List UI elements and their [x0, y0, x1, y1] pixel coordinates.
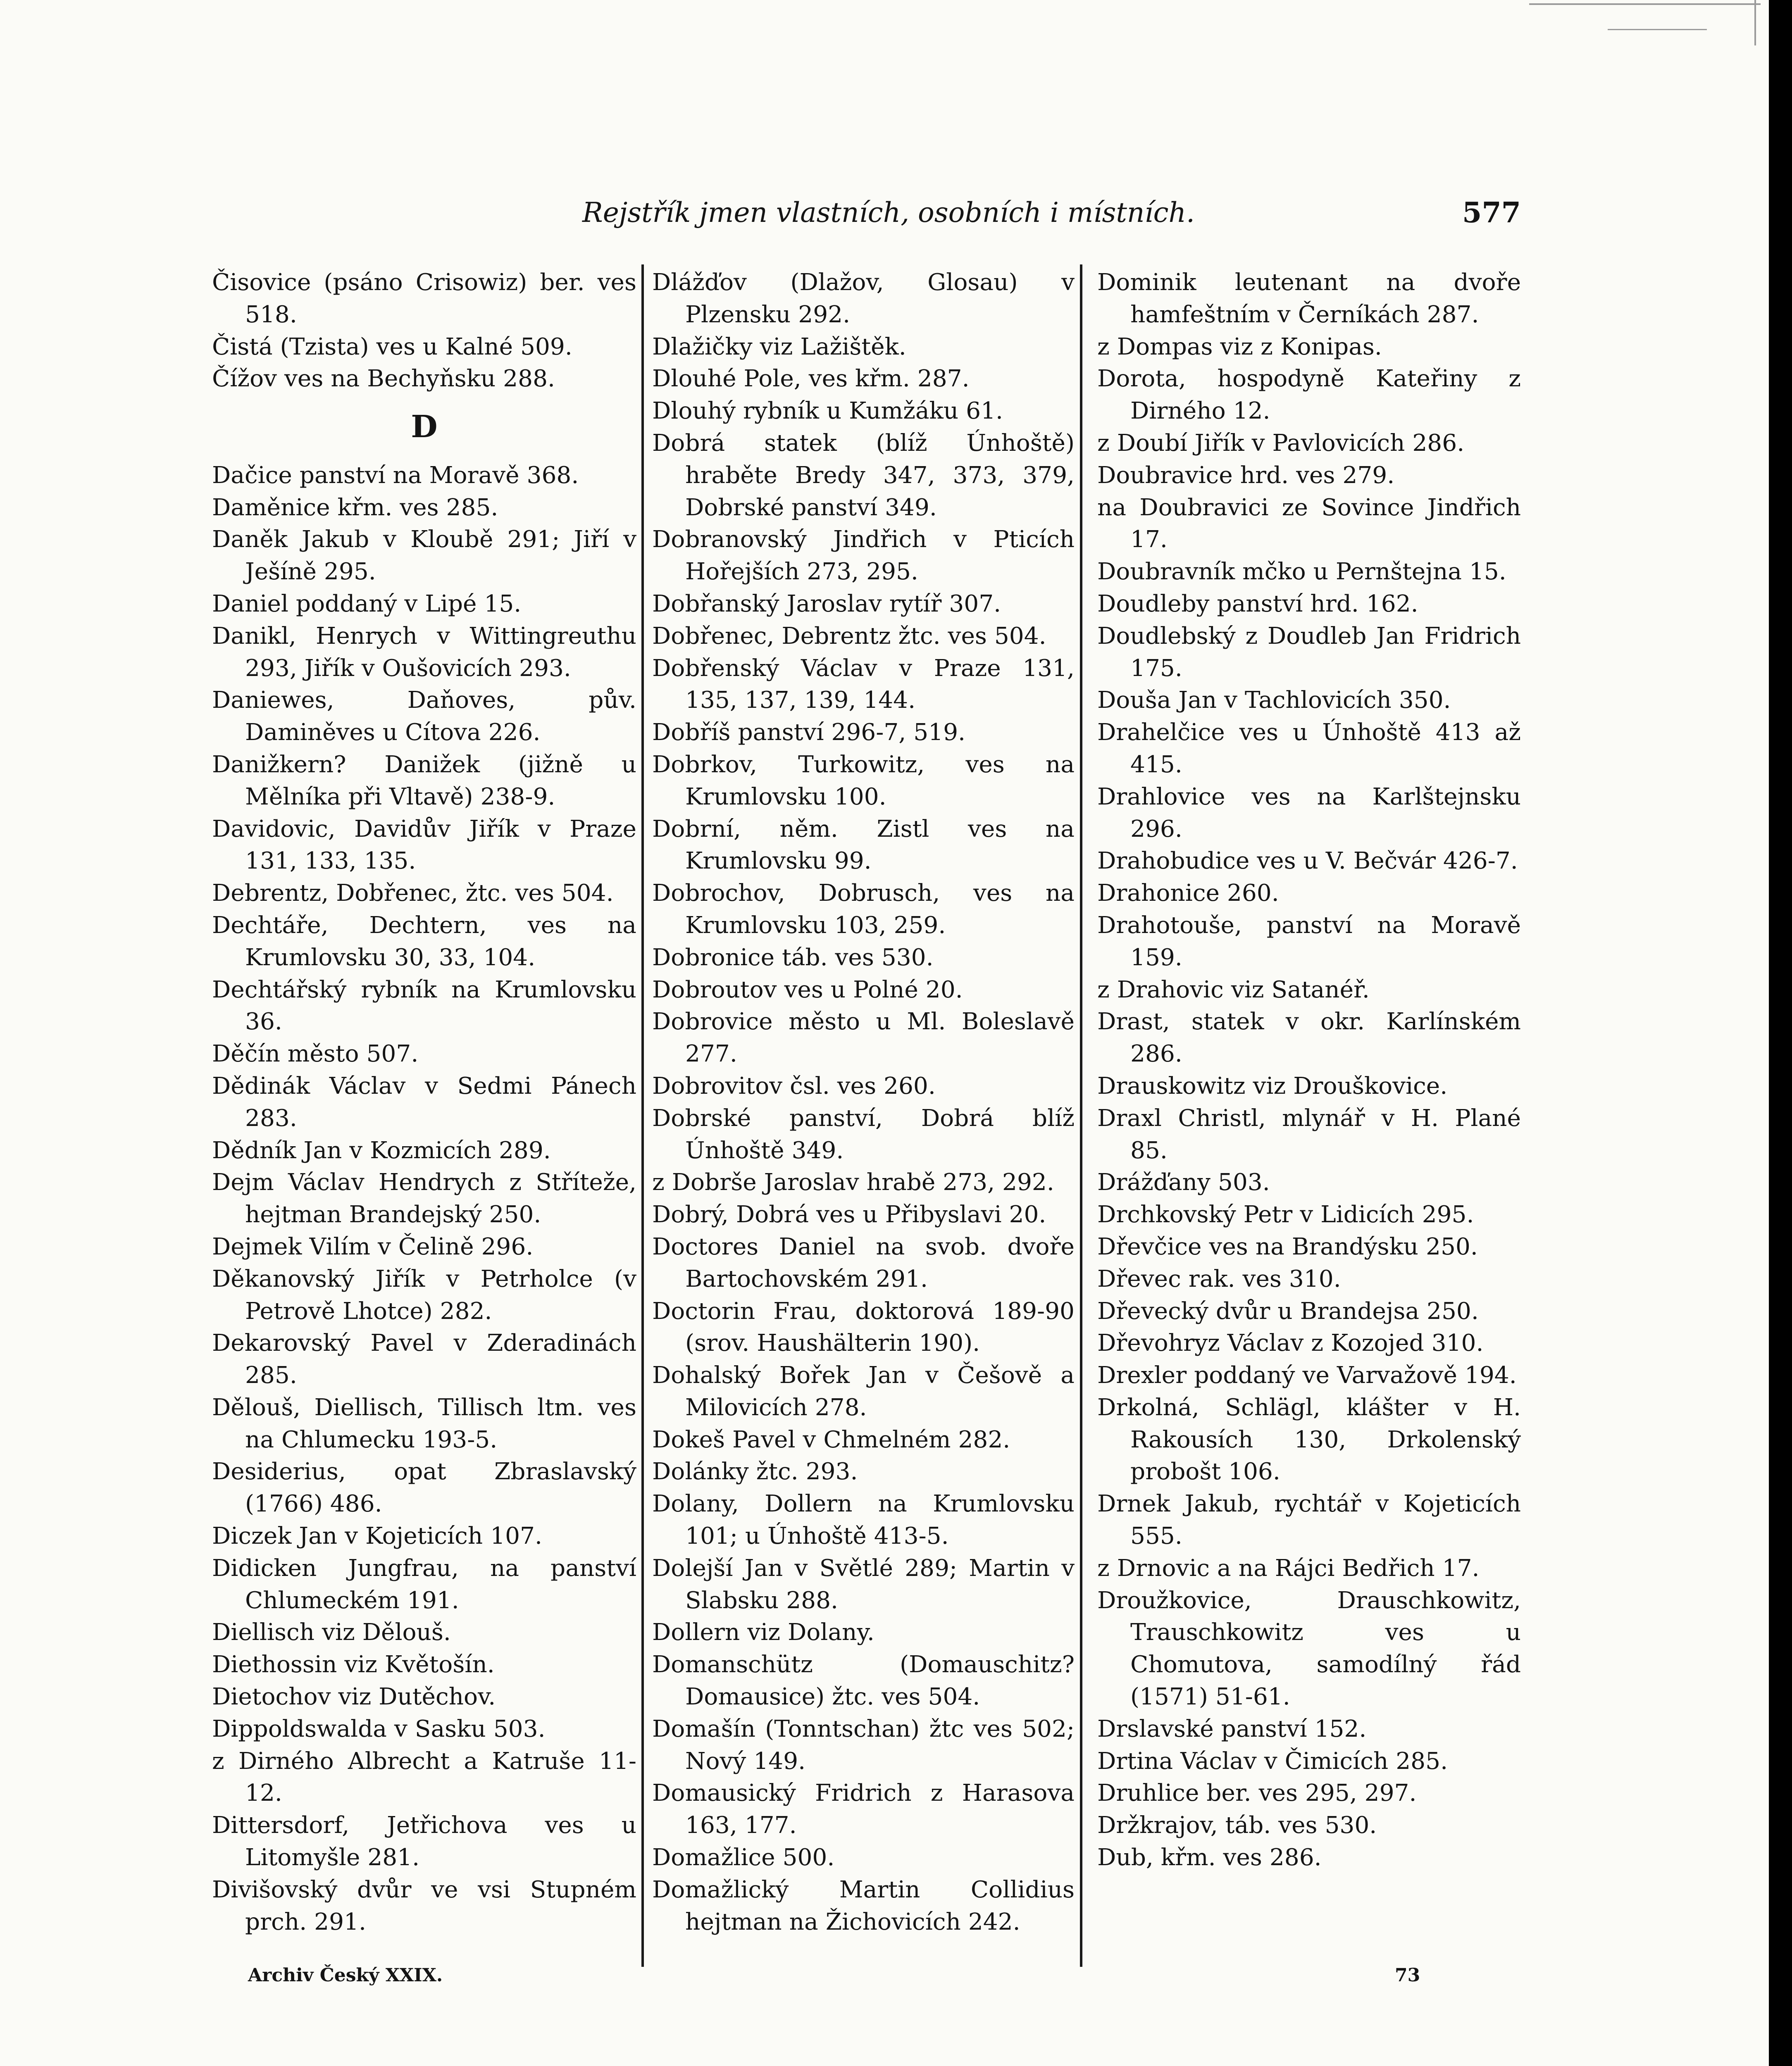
index-entry: Danikl, Henrych v Wittingreuthu 293, Jiřík v Oušovicích 293.: [212, 622, 636, 682]
index-entry: Dietochov viz Dutěchov.: [212, 1683, 496, 1711]
index-entry: Draxl Christl, mlynář v H. Plané 85.: [1097, 1104, 1521, 1164]
index-entry: Drast, statek v okr. Karlínském 286.: [1097, 1008, 1521, 1068]
index-entry: Dorota, hospodyně Kateřiny z Dirného 12.: [1097, 365, 1521, 425]
index-entry: Divišovský dvůr ve vsi Stupném prch. 291.: [212, 1876, 636, 1935]
index-entry: Douša Jan v Tachlovicích 350.: [1097, 687, 1451, 714]
index-entry: Dobrochov, Dobrusch, ves na Krumlovsku 103, 259.: [652, 880, 1075, 939]
index-entry: Dobrkov, Turkowitz, ves na Krumlovsku 100.: [652, 751, 1075, 810]
index-entry: Děčín město 507.: [212, 1040, 419, 1068]
index-entry: Dolejší Jan v Světlé 289; Martin v Slabsku 288.: [652, 1554, 1075, 1614]
index-entry: Čistá (Tzista) ves u Kalné 509.: [212, 333, 572, 360]
index-entry: Daniel poddaný v Lipé 15.: [212, 590, 522, 617]
index-entry: Dobrý, Dobrá ves u Přibyslavi 20.: [652, 1201, 1046, 1228]
scan-edge-mark: [1529, 3, 1761, 5]
running-head: Rejstřík jmen vlastních, osobních i místních.: [582, 197, 1195, 228]
scan-edge-mark: [1608, 29, 1707, 30]
index-entry: Dominik leutenant na dvoře hamfeštním v Černíkách 287.: [1097, 269, 1521, 328]
index-entry: Dekarovský Pavel v Zderadinách 285.: [212, 1330, 636, 1389]
index-entry: Domašín (Tonntschan) žtc ves 502; Nový 149.: [652, 1715, 1075, 1775]
index-entry: Drahonice 260.: [1097, 880, 1279, 907]
index-entry: Dittersdorf, Jetřichova ves u Litomyšle 281.: [212, 1812, 636, 1871]
index-entry: Davidovic, Davidův Jiřík v Praze 131, 133, 135.: [212, 815, 636, 875]
index-entry: Drtina Václav v Čimicích 285.: [1097, 1747, 1448, 1775]
index-entry: Dohalský Bořek Jan v Češově a Milovicích 278.: [652, 1362, 1075, 1421]
section-letter: D: [411, 409, 438, 445]
index-entry: Danižkern? Danižek (jižně u Mělníka při Vltavě) 238-9.: [212, 751, 636, 810]
index-entry: Dřevohryz Václav z Kozojed 310.: [1097, 1330, 1484, 1357]
index-column-2: [652, 267, 1075, 1965]
index-entry: Doudleby panství hrd. 162.: [1097, 590, 1418, 617]
index-entry: Desiderius, opat Zbraslavský (1766) 486.: [212, 1458, 636, 1518]
index-entry: Diethossin viz Květošín.: [212, 1651, 495, 1678]
index-entry: z Dompas viz z Konipas.: [1097, 333, 1382, 360]
index-entry: z Doubí Jiřík v Pavlovicích 286.: [1097, 429, 1465, 457]
page-header: [207, 190, 1521, 240]
index-entry: Dolany, Dollern na Krumlovsku 101; u Únhoště 413-5.: [652, 1490, 1075, 1550]
index-entry: Dědinák Václav v Sedmi Pánech 283.: [212, 1072, 636, 1132]
index-entry: Daniewes, Daňoves, pův. Daminěves u Cítova 226.: [212, 687, 636, 746]
index-entry: Dědník Jan v Kozmicích 289.: [212, 1137, 551, 1164]
index-entry: z Dobrše Jaroslav hrabě 273, 292.: [652, 1169, 1054, 1196]
index-entry: Dobřenský Václav v Praze 131, 135, 137, 139, 144.: [652, 655, 1075, 714]
index-entry: Dollern viz Dolany.: [652, 1619, 875, 1646]
index-entry: Dobrovitov čsl. ves 260.: [652, 1072, 936, 1100]
index-entry: Domanschütz (Domauschitz? Domausice) žtc. ves 504.: [652, 1651, 1075, 1711]
index-entry: Druhlice ber. ves 295, 297.: [1097, 1780, 1417, 1807]
column-rule: [641, 264, 644, 1967]
index-entry: Dobříš panství 296-7, 519.: [652, 719, 966, 746]
index-entry: na Doubravici ze Sovince Jindřich 17.: [1097, 494, 1521, 553]
index-entry: Dlažičky viz Lažištěk.: [652, 333, 906, 360]
page-number: 577: [1462, 196, 1521, 229]
index-entry: Drahotouše, panství na Moravě 159.: [1097, 912, 1521, 971]
index-entry: Dobrské panství, Dobrá blíž Únhoště 349.: [652, 1104, 1075, 1164]
index-entry: Dobroutov ves u Polné 20.: [652, 976, 963, 1003]
index-entry: Doubravice hrd. ves 279.: [1097, 462, 1395, 489]
index-entry: Drahelčice ves u Únhoště 413 až 415.: [1097, 719, 1521, 778]
index-entry: Domažlický Martin Collidius hejtman na Žichovicích 242.: [652, 1876, 1075, 1935]
index-entry: Dlouhý rybník u Kumžáku 61.: [652, 397, 1003, 425]
index-column-3: [1097, 267, 1521, 1965]
index-entry: Daměnice křm. ves 285.: [212, 494, 498, 521]
index-entry: Dechtáře, Dechtern, ves na Krumlovsku 30, 33, 104.: [212, 912, 636, 971]
index-entry: Držkrajov, táb. ves 530.: [1097, 1812, 1377, 1839]
index-entry: Dobřenec, Debrentz žtc. ves 504.: [652, 622, 1046, 650]
index-entry: Drexler poddaný ve Varvažově 194.: [1097, 1362, 1517, 1389]
index-entry: Dačice panství na Moravě 368.: [212, 462, 579, 489]
index-entry: Domažlice 500.: [652, 1844, 835, 1871]
index-entry: Dřevecký dvůr u Brandejsa 250.: [1097, 1297, 1479, 1325]
index-entry: Dlážďov (Dlažov, Glosau) v Plzensku 292.: [652, 269, 1075, 328]
index-entry: Diellisch viz Dělouš.: [212, 1619, 451, 1646]
index-entry: Čisovice (psáno Crisowiz) ber. ves 518.: [212, 269, 636, 328]
index-entry: Dejm Václav Hendrych z Stříteže, hejtman Brandejský 250.: [212, 1169, 636, 1228]
index-entry: Dělouš, Diellisch, Tillisch ltm. ves na Chlumecku 193-5.: [212, 1394, 636, 1453]
index-entry: Doctores Daniel na svob. dvoře Bartochovském 291.: [652, 1233, 1075, 1292]
index-entry: Dobrá statek (blíž Únhoště) hraběte Bredy 347, 373, 379, Dobrské panství 349.: [652, 429, 1075, 521]
index-entry: Dub, křm. ves 286.: [1097, 1844, 1322, 1871]
index-entry: Dokeš Pavel v Chmelném 282.: [652, 1426, 1010, 1453]
index-entry: Didicken Jungfrau, na panství Chlumeckém 191.: [212, 1554, 636, 1614]
index-entry: Drážďany 503.: [1097, 1169, 1270, 1196]
index-entry: Dřevčice ves na Brandýsku 250.: [1097, 1233, 1478, 1260]
index-entry: Drkolná, Schlägl, klášter v H. Rakousích 130, Drkolenský probošt 106.: [1097, 1394, 1521, 1485]
index-entry: z Drnovic a na Rájci Bedřich 17.: [1097, 1554, 1480, 1582]
index-entry: Doubravník mčko u Pernštejna 15.: [1097, 558, 1506, 586]
footer-sheet-number: 73: [1395, 1965, 1420, 1986]
index-entry: Drnek Jakub, rychtář v Kojeticích 555.: [1097, 1490, 1521, 1550]
index-entry: Dolánky žtc. 293.: [652, 1458, 858, 1485]
index-entry: Domausický Fridrich z Harasova 163, 177.: [652, 1780, 1075, 1839]
index-entry: Dobrovice město u Ml. Boleslavě 277.: [652, 1008, 1075, 1068]
scan-edge-mark: [1754, 0, 1756, 45]
index-entry: Drahlovice ves na Karlštejnsku 296.: [1097, 783, 1521, 843]
index-entry: Dřevec rak. ves 310.: [1097, 1265, 1341, 1292]
index-entry: Dobronice táb. ves 530.: [652, 944, 934, 971]
index-entry: Doctorin Frau, doktorová 189-90 (srov. Haushälterin 190).: [652, 1297, 1075, 1357]
index-column-1: [212, 267, 636, 1965]
index-entry: Dippoldswalda v Sasku 503.: [212, 1715, 546, 1742]
index-entry: Drchkovský Petr v Lidicích 295.: [1097, 1201, 1474, 1228]
index-entry: Dobrní, něm. Zistl ves na Krumlovsku 99.: [652, 815, 1075, 875]
index-entry: Drauskowitz viz Drouškovice.: [1097, 1072, 1448, 1100]
index-entry: z Dirného Albrecht a Katruše 11-12.: [212, 1747, 636, 1807]
index-entry: Dobranovský Jindřich v Pticích Hořejších 273, 295.: [652, 526, 1075, 586]
column-rule: [1080, 264, 1082, 1967]
footer-signature: Archiv Český XXIX.: [248, 1965, 443, 1986]
index-entry: Drahobudice ves u V. Bečvár 426-7.: [1097, 847, 1518, 875]
index-entry: Dechtářský rybník na Krumlovsku 36.: [212, 976, 636, 1035]
index-entry: Čížov ves na Bechyňsku 288.: [212, 365, 555, 393]
index-entry: Doudlebský z Doudleb Jan Fridrich 175.: [1097, 622, 1521, 682]
index-entry: Dlouhé Pole, ves křm. 287.: [652, 365, 970, 393]
index-entry: Děkanovský Jiřík v Petrholce (v Petrově Lhotce) 282.: [212, 1265, 636, 1325]
index-entry: Dobřanský Jaroslav rytíř 307.: [652, 590, 1001, 617]
index-entry: Debrentz, Dobřenec, žtc. ves 504.: [212, 880, 614, 907]
index-entry: z Drahovic viz Satanéř.: [1097, 976, 1370, 1003]
index-entry: Daněk Jakub v Kloubě 291; Jiří v Ješíně 295.: [212, 526, 636, 586]
index-entry: Diczek Jan v Kojeticích 107.: [212, 1523, 542, 1550]
index-entry: Droužkovice, Drauschkowitz, Trauschkowitz ves u Chomutova, samodílný řád (1571) 51-61.: [1097, 1587, 1521, 1711]
index-entry: Dejmek Vilím v Čelině 296.: [212, 1233, 534, 1260]
index-entry: Drslavské panství 152.: [1097, 1715, 1367, 1742]
